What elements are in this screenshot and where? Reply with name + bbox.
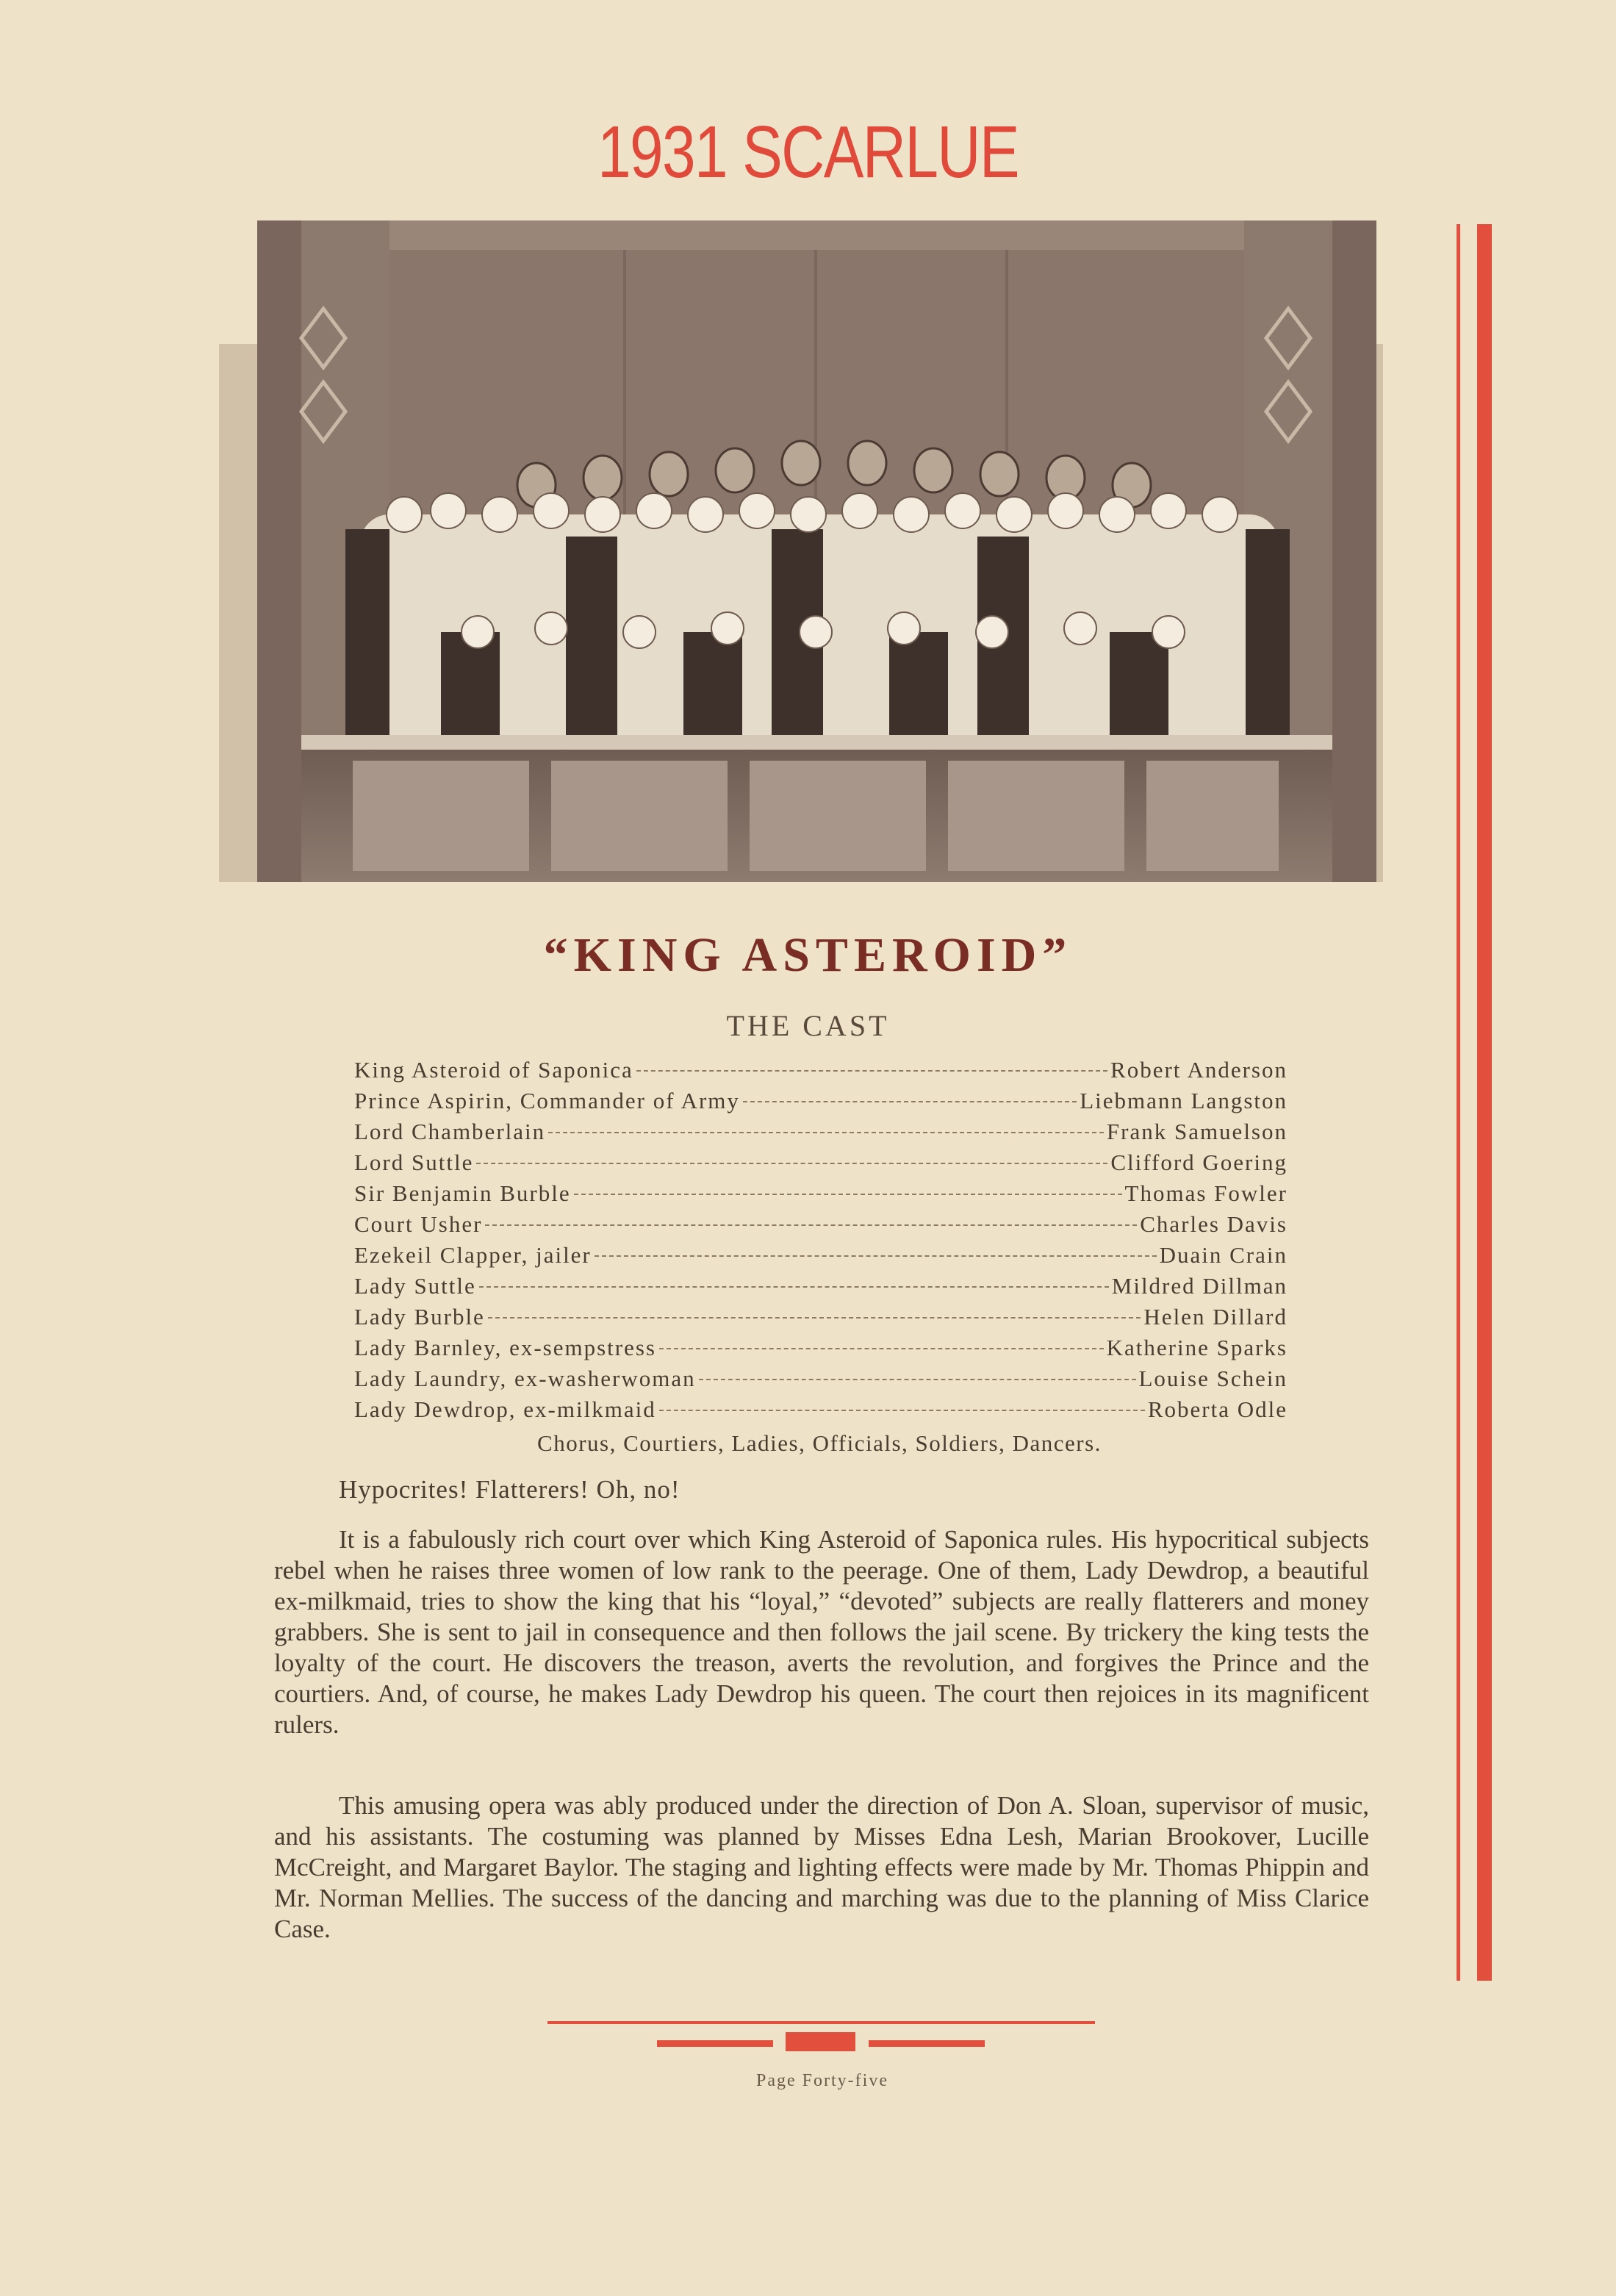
cast-row bbox=[354, 1180, 1288, 1211]
cast-role: Ezekeil Clapper, jailer bbox=[354, 1242, 592, 1268]
cast-role: Lady Laundry, ex-washerwoman bbox=[354, 1366, 696, 1391]
cast-role: Lord Suttle bbox=[354, 1149, 474, 1175]
leader-dots bbox=[636, 1070, 1107, 1072]
cast-row bbox=[354, 1273, 1288, 1304]
leader-dots bbox=[699, 1379, 1136, 1380]
footer-ornament-right bbox=[869, 2040, 985, 2047]
footer-rule bbox=[547, 2021, 1095, 2024]
cast-row bbox=[354, 1396, 1288, 1427]
cast-actor: Frank Samuelson bbox=[1106, 1119, 1288, 1144]
cast-row bbox=[354, 1119, 1288, 1149]
cast-row bbox=[354, 1088, 1288, 1119]
page-number: Page Forty-five bbox=[756, 2071, 888, 2090]
header-title: 1931 SCARLUE bbox=[597, 111, 1019, 193]
stage-photo-illustration bbox=[257, 220, 1376, 882]
leader-dots bbox=[479, 1286, 1109, 1288]
lead-line: Hypocrites! Flatterers! Oh, no! bbox=[339, 1475, 680, 1504]
cast-actor: Katherine Sparks bbox=[1106, 1335, 1288, 1360]
credits-paragraph: This amusing opera was ably produced under the direction of Don A. Sloan, supervisor of music, and his assistants. The costuming was planned by Misses Edna Lesh, Marian Brookover, Lucille McCreight, and Margaret Baylor. The staging and lighting effects were made by Mr. Thomas Phippin and Mr. Norman Mellies. The success of the dancing and marching was due to the planning of Miss Clarice Case. bbox=[274, 1791, 1369, 1943]
cast-role: Lady Suttle bbox=[354, 1273, 476, 1299]
leader-dots bbox=[485, 1224, 1137, 1226]
cast-actor: Duain Crain bbox=[1159, 1242, 1288, 1268]
cast-row bbox=[354, 1242, 1288, 1273]
cast-actor: Liebmann Langston bbox=[1080, 1088, 1288, 1113]
cast-row bbox=[354, 1366, 1288, 1396]
cast-role: Lord Chamberlain bbox=[354, 1119, 546, 1144]
leader-dots bbox=[659, 1410, 1145, 1411]
footer-ornament-left bbox=[657, 2040, 773, 2047]
leader-dots bbox=[574, 1194, 1122, 1195]
leader-dots bbox=[595, 1255, 1157, 1257]
cast-role: Court Usher bbox=[354, 1211, 483, 1237]
cast-row bbox=[354, 1335, 1288, 1366]
leader-dots bbox=[476, 1163, 1107, 1164]
stage-photo bbox=[219, 220, 1383, 882]
photo-main bbox=[257, 220, 1376, 882]
cast-row bbox=[354, 1057, 1288, 1088]
play-title: “KING ASTEROID” bbox=[543, 928, 1073, 982]
leader-dots bbox=[548, 1132, 1104, 1133]
leader-dots bbox=[743, 1101, 1077, 1102]
cast-role: Prince Aspirin, Commander of Army bbox=[354, 1088, 740, 1113]
cast-actor: Robert Anderson bbox=[1110, 1057, 1288, 1083]
cast-actor: Helen Dillard bbox=[1143, 1304, 1288, 1330]
cast-row bbox=[354, 1149, 1288, 1180]
synopsis-paragraph: It is a fabulously rich court over which King Asteroid of Saponica rules. His hypocritical subjects rebel when he raises three women of low rank to the peerage. One of them, Lady Dewdrop, a beautiful ex-milkmaid, tries to show the king that his “loyal,” “devoted” subjects are really flatterers and money grabbers. She is sent to jail in consequence and then follows the jail scene. By trickery the king tests the loyalty of the court. He discovers the treason, averts the revolution, and forgives the Prince and the courtiers. And, of course, he makes Lady Dewdrop his queen. The court then rejoices in its magnificent rulers. bbox=[274, 1525, 1369, 1739]
cast-heading: THE CAST bbox=[726, 1009, 890, 1042]
cast-row bbox=[354, 1211, 1288, 1242]
cast-role: King Asteroid of Saponica bbox=[354, 1057, 633, 1083]
right-margin-rule-thick bbox=[1477, 224, 1492, 1981]
cast-role: Lady Barnley, ex-sempstress bbox=[354, 1335, 656, 1360]
cast-actor: Clifford Goering bbox=[1110, 1149, 1288, 1175]
cast-row bbox=[354, 1304, 1288, 1335]
cast-actor: Louise Schein bbox=[1138, 1366, 1288, 1391]
cast-actor: Mildred Dillman bbox=[1111, 1273, 1288, 1299]
footer-ornament-center bbox=[786, 2032, 855, 2051]
right-margin-rule-thin bbox=[1457, 224, 1460, 1981]
cast-actor: Charles Davis bbox=[1140, 1211, 1288, 1237]
leader-dots bbox=[488, 1317, 1141, 1319]
photo-wing-left bbox=[219, 344, 260, 882]
cast-actor: Roberta Odle bbox=[1147, 1396, 1288, 1422]
cast-actor: Thomas Fowler bbox=[1124, 1180, 1288, 1206]
cast-list bbox=[354, 1057, 1288, 1427]
cast-role: Lady Dewdrop, ex-milkmaid bbox=[354, 1396, 656, 1422]
cast-role: Sir Benjamin Burble bbox=[354, 1180, 571, 1206]
leader-dots bbox=[659, 1348, 1104, 1349]
cast-role: Lady Burble bbox=[354, 1304, 485, 1330]
chorus-line: Chorus, Courtiers, Ladies, Officials, Soldiers, Dancers. bbox=[537, 1430, 1102, 1456]
